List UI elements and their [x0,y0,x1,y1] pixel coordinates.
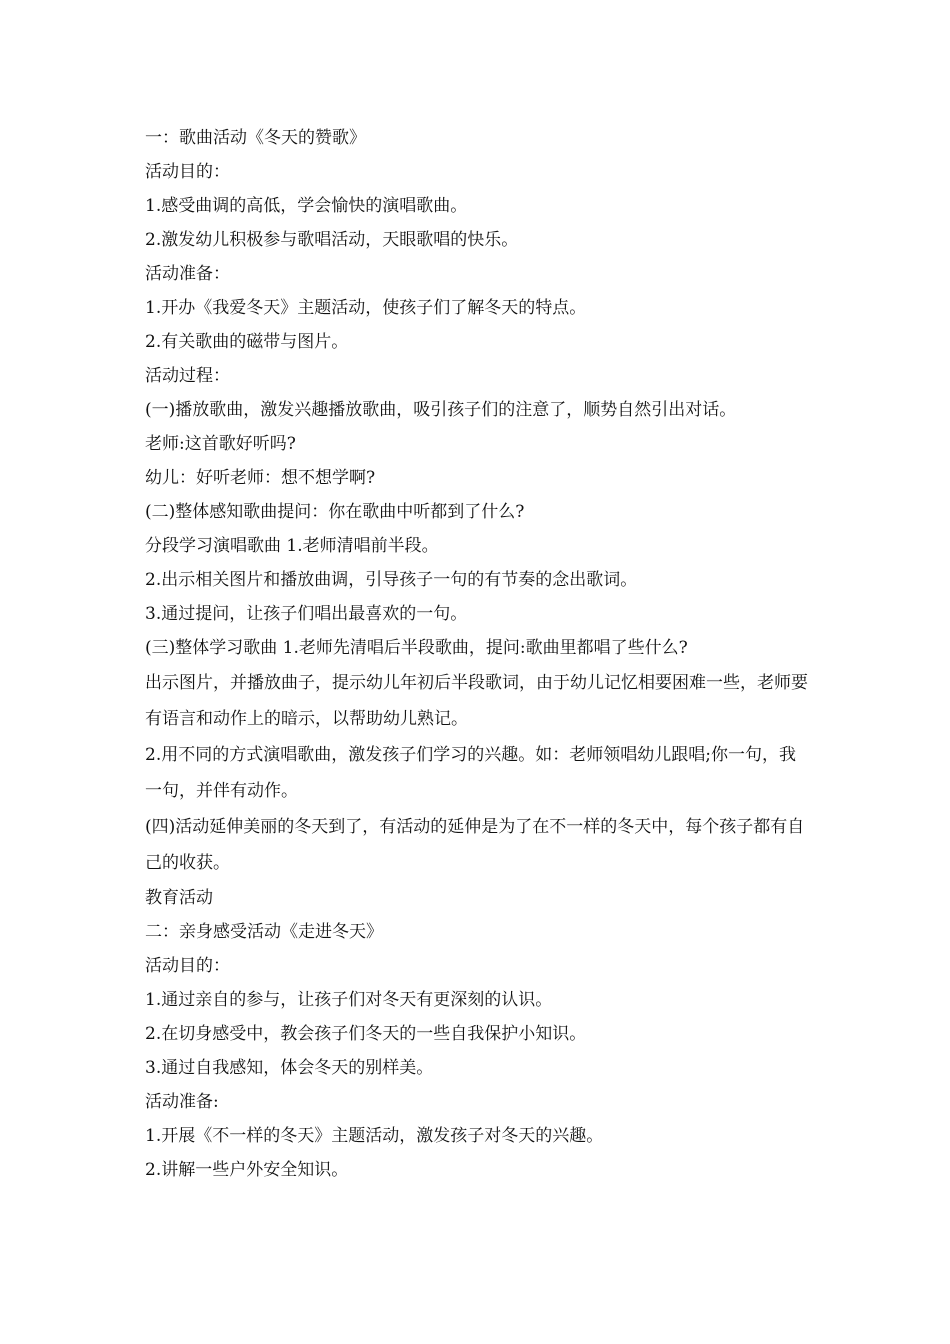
paragraph: 3.通过提问，让孩子们唱出最喜欢的一句。 [145,604,468,624]
paragraph: (一)播放歌曲，激发兴趣播放歌曲，吸引孩子们的注意了，顺势自然引出对话。 [145,400,737,420]
subheading-preparation: 活动准备: [145,1092,219,1112]
paragraph: 出示图片，并播放曲子，提示幼儿年初后半段歌词，由于幼儿记忆相要困难一些，老师要有语言和动作上的暗示，以帮助幼儿熟记。 [145,673,808,729]
subheading-process: 活动过程： [145,366,230,386]
paragraph: (四)活动延伸美丽的冬天到了，有活动的延伸是为了在不一样的冬天中，每个孩子都有自己的收获。 [145,817,805,873]
section-heading-1: 一：歌曲活动《冬天的赞歌》 [145,128,366,148]
paragraph: 老师:这首歌好听吗? [145,434,296,454]
subheading-goals: 活动目的： [145,162,230,182]
paragraph: 1.通过亲自的参与，让孩子们对冬天有更深刻的认识。 [145,990,553,1010]
paragraph: 1.开展《不一样的冬天》主题活动，激发孩子对冬天的兴趣。 [145,1126,604,1146]
paragraph: (三)整体学习歌曲 1.老师先清唱后半段歌曲，提问:歌曲里都唱了些什么? [145,638,688,658]
paragraph: 1.开办《我爱冬天》主题活动，使孩子们了解冬天的特点。 [145,298,587,318]
paragraph: 分段学习演唱歌曲 1.老师清唱前半段。 [145,536,439,556]
paragraph: 2.出示相关图片和播放曲调，引导孩子一句的有节奏的念出歌词。 [145,570,638,590]
paragraph: 2.在切身感受中，教会孩子们冬天的一些自我保护小知识。 [145,1024,587,1044]
paragraph: 教育活动 [145,888,213,908]
document-body [145,121,810,1187]
paragraph: 2.讲解一些户外安全知识。 [145,1160,349,1180]
paragraph: 1.感受曲调的高低，学会愉快的演唱歌曲。 [145,196,468,216]
subheading-goals: 活动目的： [145,956,230,976]
subheading-preparation: 活动准备： [145,264,230,284]
section-heading-2: 二：亲身感受活动《走进冬天》 [145,922,383,942]
paragraph: 2.用不同的方式演唱歌曲，激发孩子们学习的兴趣。如：老师领唱幼儿跟唱;你一句，我一句，并伴有动作。 [145,745,796,801]
paragraph: 3.通过自我感知，体会冬天的别样美。 [145,1058,434,1078]
paragraph: 幼儿：好听老师：想不想学啊? [145,468,376,488]
paragraph: 2.激发幼儿积极参与歌唱活动，天眼歌唱的快乐。 [145,230,519,250]
paragraph: 2.有关歌曲的磁带与图片。 [145,332,349,352]
paragraph: (二)整体感知歌曲提问：你在歌曲中听都到了什么? [145,502,525,522]
